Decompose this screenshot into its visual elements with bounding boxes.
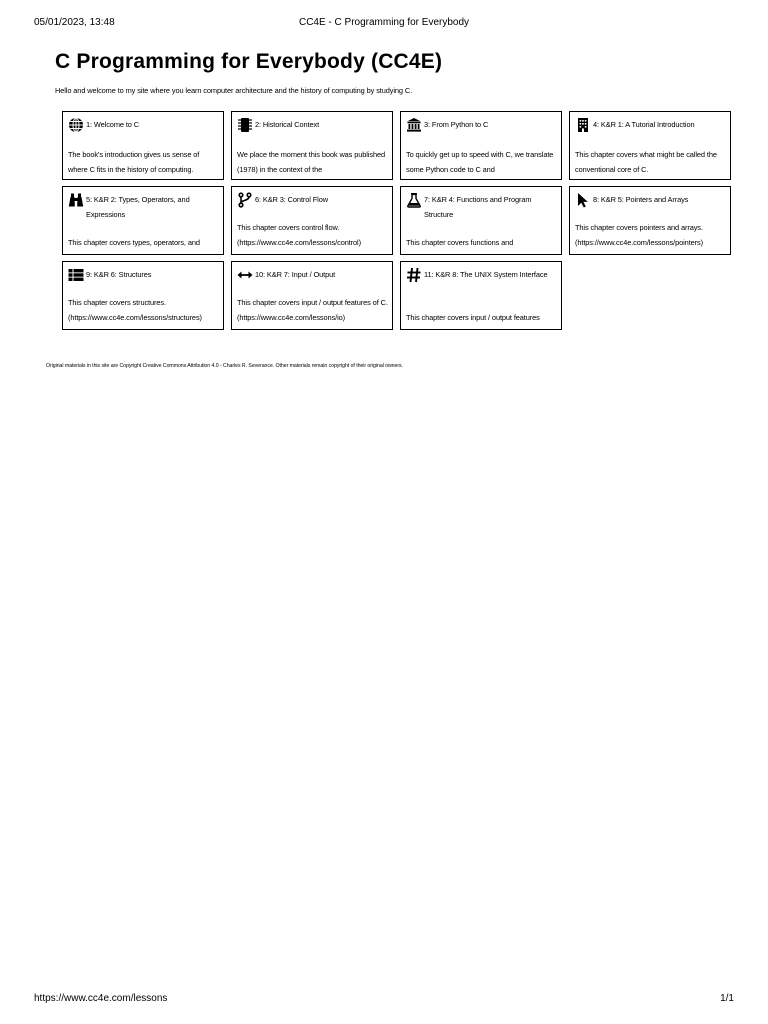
print-header [34, 17, 734, 31]
print-page-count: 1/1 [720, 993, 734, 1004]
lesson-description: This chapter covers pointers and arrays. (https://www.cc4e.com/lessons/pointers) [575, 223, 703, 247]
binoculars-icon [68, 192, 84, 208]
lesson-title[interactable]: 7: K&R 4: Functions and Program Structure [424, 195, 532, 219]
lesson-card-3[interactable] [400, 111, 562, 180]
lesson-description: This chapter covers control flow. (https://www.cc4e.com/lessons/control) [237, 223, 361, 247]
lesson-title[interactable]: 6: K&R 3: Control Flow [255, 195, 328, 204]
page-title: C Programming for Everybody (CC4E) [55, 50, 443, 73]
print-footer [34, 993, 734, 1007]
lesson-description: This chapter covers types, operators, and [68, 238, 200, 247]
lesson-card-5[interactable] [62, 186, 224, 255]
lesson-description: To quickly get up to speed with C, we translate some Python code to C and [406, 150, 554, 174]
print-url: https://www.cc4e.com/lessons [34, 993, 168, 1004]
lesson-title[interactable]: 4: K&R 1: A Tutorial Introduction [593, 120, 695, 129]
pointer-icon [575, 192, 591, 208]
code-fork-icon [237, 192, 253, 208]
lesson-card-2[interactable] [231, 111, 393, 180]
lesson-description: This chapter covers functions and [406, 238, 514, 247]
lesson-card-6[interactable] [231, 186, 393, 255]
lesson-card-8[interactable] [569, 186, 731, 255]
lesson-card-9[interactable] [62, 261, 224, 330]
flask-icon [406, 192, 422, 208]
table-icon [68, 267, 84, 283]
lesson-title[interactable]: 1: Welcome to C [86, 120, 139, 129]
lesson-description: This chapter covers input / output features [406, 313, 540, 322]
lesson-title[interactable]: 10: K&R 7: Input / Output [255, 270, 336, 279]
arrows-h-icon [237, 267, 253, 283]
globe-icon [68, 117, 84, 133]
lesson-description: This chapter covers what might be called the conventional core of C. [575, 150, 717, 174]
lesson-card-1[interactable] [62, 111, 224, 180]
chip-icon [237, 117, 253, 133]
lesson-card-11[interactable] [400, 261, 562, 330]
lesson-card-4[interactable] [569, 111, 731, 180]
lesson-title[interactable]: 11: K&R 8: The UNIX System Interface [424, 270, 548, 279]
print-datetime: 05/01/2023, 13:48 [34, 17, 115, 28]
lesson-title[interactable]: 3: From Python to C [424, 120, 489, 129]
lesson-description: This chapter covers input / output features of C. (https://www.cc4e.com/lessons/io) [237, 298, 388, 322]
print-page-title: CC4E - C Programming for Everybody [298, 17, 470, 28]
lesson-title[interactable]: 8: K&R 5: Pointers and Arrays [593, 195, 689, 204]
hashtag-icon [406, 267, 422, 283]
bank-icon [406, 117, 422, 133]
copyright-notice: Original materials in this site are Copyright Creative Commons Attribution 4.0 - Charles R. Severance. Other materials remain copyright of their original owners. [46, 363, 403, 369]
lesson-title[interactable]: 2: Historical Context [255, 120, 320, 129]
lesson-card-10[interactable] [231, 261, 393, 330]
building-icon [575, 117, 591, 133]
lesson-card-7[interactable] [400, 186, 562, 255]
intro-text: Hello and welcome to my site where you learn computer architecture and the history of computing by studying C. [55, 86, 413, 95]
lesson-description: The book's introduction gives us sense of where C fits in the history of computing. [68, 150, 200, 174]
lesson-title[interactable]: 5: K&R 2: Types, Operators, and Expressions [86, 195, 190, 219]
lesson-description: We place the moment this book was published (1978) in the context of the [237, 150, 385, 174]
lesson-description: This chapter covers structures. (https://www.cc4e.com/lessons/structures) [68, 298, 202, 322]
lesson-title[interactable]: 9: K&R 6: Structures [86, 270, 152, 279]
